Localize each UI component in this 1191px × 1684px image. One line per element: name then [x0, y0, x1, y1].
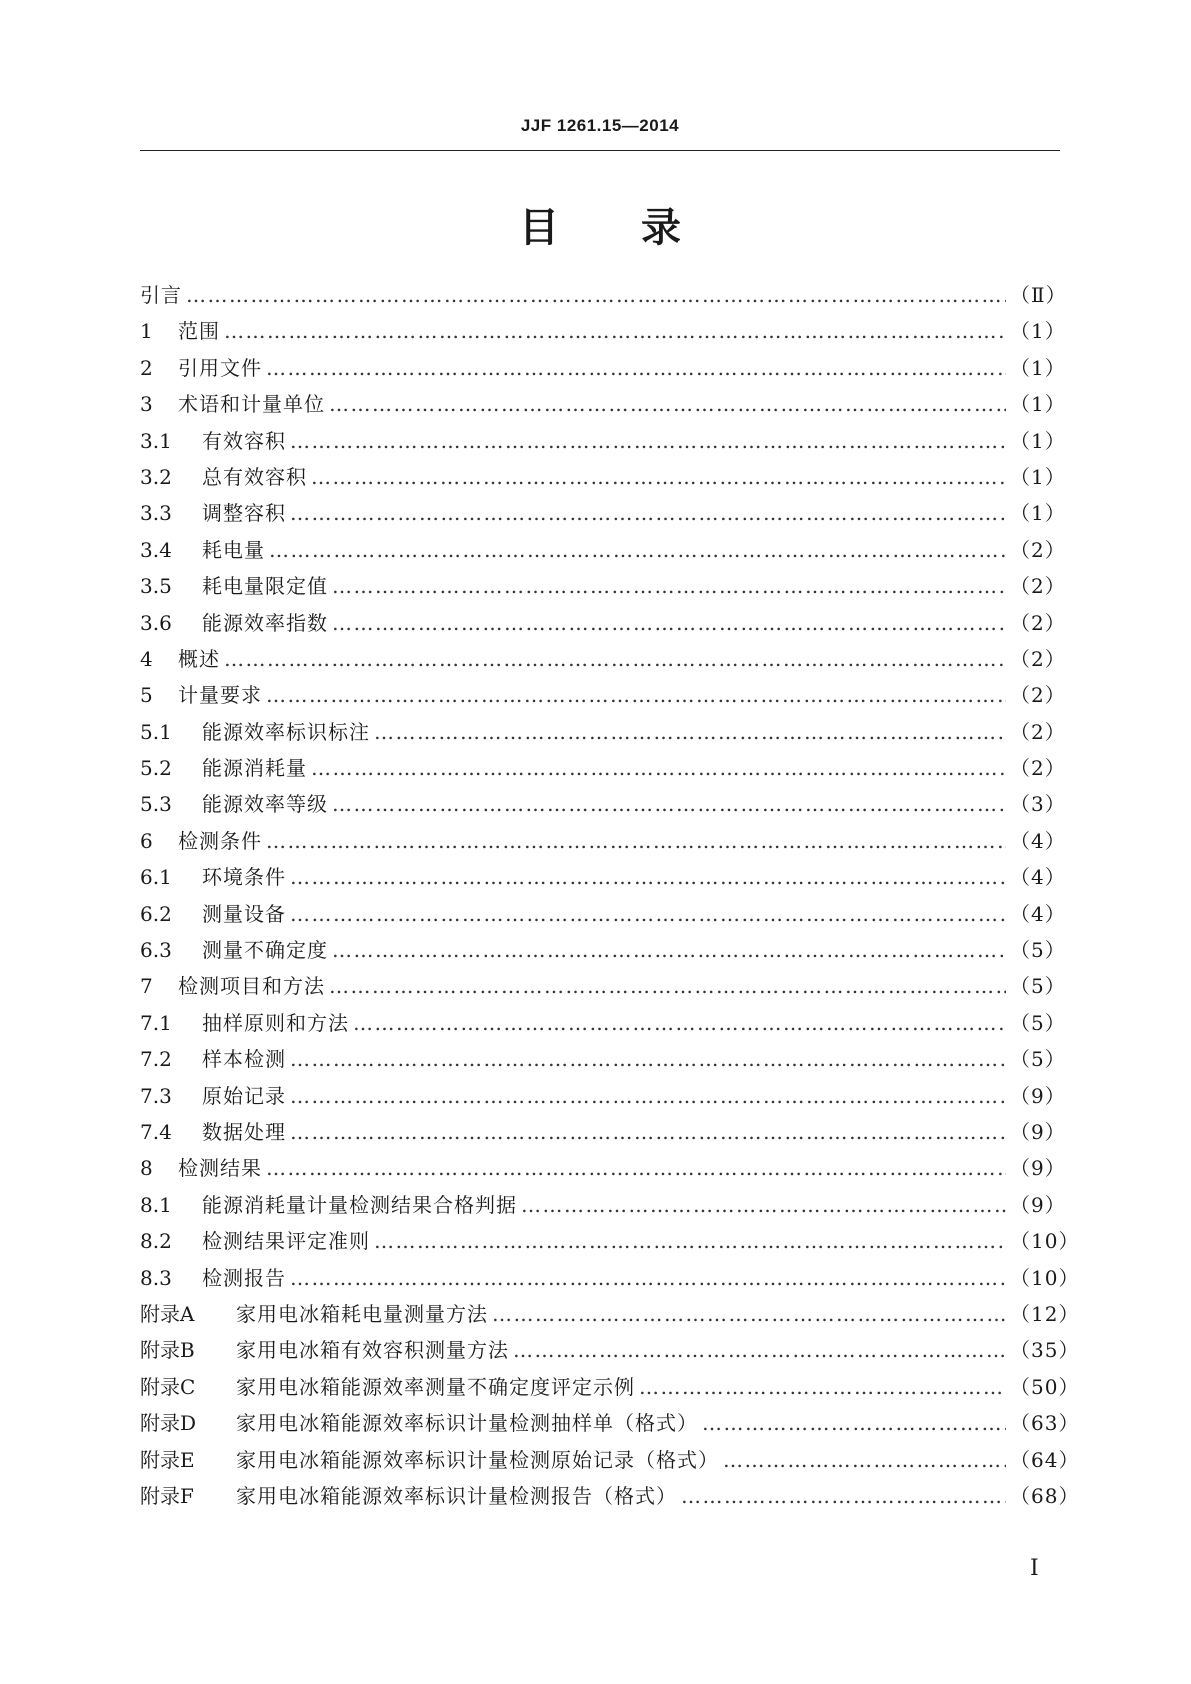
dot-leader — [329, 968, 1006, 1004]
dot-leader — [290, 423, 1006, 459]
toc-entry[interactable] — [140, 896, 1066, 932]
dot-leader — [353, 1005, 1006, 1041]
dot-leader — [290, 1260, 1006, 1296]
dot-leader — [290, 896, 1006, 932]
toc-entry-page: （2） — [1010, 537, 1066, 562]
toc-entry-page: （2） — [1010, 610, 1066, 635]
dot-leader — [224, 641, 1006, 677]
toc-entry-number: 6 — [140, 828, 153, 853]
toc-entry-page: （2） — [1010, 646, 1066, 671]
toc-entry[interactable] — [140, 313, 1066, 349]
toc-entry[interactable] — [140, 1005, 1066, 1041]
toc-entry-title: 检测结果 — [178, 1156, 262, 1181]
toc-entry-title: 引言 — [140, 283, 182, 307]
toc-entry[interactable] — [140, 1405, 1080, 1441]
toc-entry-number: 3.1 — [140, 428, 172, 453]
toc-entry[interactable] — [140, 932, 1066, 968]
toc-entry-page: （2） — [1010, 683, 1066, 708]
toc-entry-page: （4） — [1010, 865, 1066, 890]
toc-entry-page: （5） — [1010, 938, 1066, 963]
toc-entry[interactable] — [140, 1478, 1080, 1514]
dot-leader — [332, 605, 1006, 641]
toc-entry-title: 测量不确定度 — [202, 938, 328, 963]
toc-entry[interactable] — [140, 386, 1066, 422]
toc-entry[interactable] — [140, 1260, 1080, 1296]
toc-entry-page: （2） — [1010, 756, 1066, 781]
toc-entry-page: （5） — [1010, 974, 1066, 999]
toc-entry-number: 6.1 — [140, 865, 172, 890]
dot-leader — [702, 1405, 1006, 1441]
dot-leader — [290, 1041, 1006, 1077]
toc-entry-number: 6.3 — [140, 938, 172, 963]
toc-entry-title: 术语和计量单位 — [178, 392, 325, 417]
toc-entry-number: 3 — [140, 392, 153, 417]
toc-entry[interactable] — [140, 750, 1066, 786]
dot-leader — [311, 750, 1006, 786]
toc-entry-page: （9） — [1010, 1156, 1066, 1181]
toc-entry-number: 8.3 — [140, 1265, 172, 1290]
toc-entry-title: 家用电冰箱有效容积测量方法 — [236, 1338, 509, 1363]
toc-entry[interactable] — [140, 641, 1066, 677]
dot-leader — [266, 823, 1006, 859]
dot-leader — [290, 859, 1006, 895]
toc-entry-title: 检测报告 — [202, 1265, 286, 1290]
toc-entry-title: 计量要求 — [178, 683, 262, 708]
toc-entry[interactable] — [140, 968, 1066, 1004]
toc-entry-page: （12） — [1010, 1301, 1080, 1326]
toc-entry-number: 3.3 — [140, 501, 172, 526]
page-number: Ⅰ — [1030, 1556, 1039, 1581]
dot-leader — [513, 1332, 1006, 1368]
toc-entry-title: 家用电冰箱耗电量测量方法 — [236, 1301, 488, 1326]
toc-entry[interactable] — [140, 714, 1066, 750]
toc-entry-number: 附录D — [140, 1411, 197, 1436]
toc-entry[interactable] — [140, 459, 1066, 495]
toc-entry[interactable] — [140, 1114, 1066, 1150]
toc-entry-title: 样本检测 — [202, 1047, 286, 1072]
toc-entry-page: （1） — [1010, 428, 1066, 453]
toc-entry[interactable] — [140, 1078, 1066, 1114]
toc-entry-title: 检测结果评定准则 — [202, 1229, 370, 1254]
toc-entry-page: （4） — [1010, 828, 1066, 853]
dot-leader — [290, 1078, 1006, 1114]
toc-entry-title: 有效容积 — [202, 428, 286, 453]
dot-leader — [723, 1442, 1006, 1478]
dot-leader — [374, 1223, 1006, 1259]
toc-entry-title: 环境条件 — [202, 865, 286, 890]
toc-entry[interactable] — [140, 1369, 1080, 1405]
toc-entry-title: 概述 — [178, 646, 220, 671]
toc-entry-title: 范围 — [178, 319, 220, 344]
toc-entry[interactable] — [140, 532, 1066, 568]
toc-entry[interactable] — [140, 277, 1067, 313]
dot-leader — [186, 277, 1006, 313]
toc-entry-number: 附录B — [140, 1338, 195, 1363]
toc-entry-page: （64） — [1010, 1447, 1080, 1472]
toc-entry-title: 数据处理 — [202, 1119, 286, 1144]
toc-entry-number: 4 — [140, 646, 153, 671]
toc-entry-page: （9） — [1010, 1192, 1066, 1217]
toc-entry-number: 3.6 — [140, 610, 172, 635]
toc-entry-number: 7.4 — [140, 1119, 172, 1144]
toc-entry-number: 7 — [140, 974, 153, 999]
toc-entry-number: 3.4 — [140, 537, 172, 562]
toc-entry-number: 5.3 — [140, 792, 172, 817]
toc-entry-page: （2） — [1010, 719, 1066, 744]
toc-entry-page: （50） — [1010, 1374, 1080, 1399]
toc-entry[interactable] — [140, 1223, 1080, 1259]
toc-entry-page: （9） — [1010, 1083, 1066, 1108]
toc-entry-page: （1） — [1010, 464, 1066, 489]
toc-entry-page: （63） — [1010, 1411, 1080, 1436]
dot-leader — [311, 459, 1006, 495]
toc-entry[interactable] — [140, 568, 1066, 604]
dot-leader — [290, 1114, 1006, 1150]
toc-entry-title: 家用电冰箱能源效率标识计量检测报告（格式） — [236, 1483, 677, 1508]
toc-entry-number: 7.2 — [140, 1047, 172, 1072]
toc-entry-number: 附录A — [140, 1301, 195, 1326]
toc-entry-number: 7.3 — [140, 1083, 172, 1108]
toc-entry-number: 3.2 — [140, 464, 172, 489]
dot-leader — [332, 932, 1006, 968]
toc-entry[interactable] — [140, 495, 1066, 531]
toc-entry-page: （10） — [1010, 1229, 1080, 1254]
toc-entry-page: （1） — [1010, 319, 1066, 344]
table-of-contents — [140, 277, 1080, 1514]
toc-entry[interactable] — [140, 1041, 1066, 1077]
toc-entry[interactable] — [140, 423, 1066, 459]
toc-entry-title: 家用电冰箱能源效率标识计量检测原始记录（格式） — [236, 1447, 719, 1472]
toc-entry-title: 测量设备 — [202, 901, 286, 926]
toc-entry[interactable] — [140, 350, 1066, 386]
dot-leader — [269, 532, 1006, 568]
dot-leader — [266, 1150, 1006, 1186]
toc-entry-page: （2） — [1010, 574, 1066, 599]
toc-entry-page: （4） — [1010, 901, 1066, 926]
toc-entry-title: 抽样原则和方法 — [202, 1010, 349, 1035]
toc-entry-page: （3） — [1010, 792, 1066, 817]
toc-entry-number: 8.2 — [140, 1229, 172, 1254]
dot-leader — [332, 568, 1006, 604]
toc-entry-number: 8.1 — [140, 1192, 172, 1217]
toc-entry-page: （68） — [1010, 1483, 1080, 1508]
title-part-1: 目 — [519, 205, 559, 251]
toc-entry[interactable] — [140, 859, 1066, 895]
page-title — [140, 196, 1060, 253]
toc-entry[interactable] — [140, 1296, 1080, 1332]
toc-entry-title: 耗电量限定值 — [202, 574, 328, 599]
dot-leader — [332, 786, 1006, 822]
toc-entry-title: 家用电冰箱能源效率测量不确定度评定示例 — [236, 1374, 635, 1399]
title-part-2: 录 — [641, 205, 681, 251]
toc-entry-title: 检测项目和方法 — [178, 974, 325, 999]
dot-leader — [290, 495, 1006, 531]
dot-leader — [492, 1296, 1006, 1332]
header-rule — [140, 150, 1060, 151]
toc-entry[interactable] — [140, 605, 1066, 641]
dot-leader — [329, 386, 1006, 422]
toc-entry-title: 能源效率等级 — [202, 792, 328, 817]
toc-entry-title: 家用电冰箱能源效率标识计量检测抽样单（格式） — [236, 1411, 698, 1436]
toc-entry[interactable] — [140, 677, 1066, 713]
toc-entry[interactable] — [140, 823, 1066, 859]
toc-entry[interactable] — [140, 1150, 1066, 1186]
toc-entry-title: 耗电量 — [202, 537, 265, 562]
dot-leader — [374, 714, 1006, 750]
toc-entry-title: 检测条件 — [178, 828, 262, 853]
dot-leader — [266, 350, 1006, 386]
toc-entry[interactable] — [140, 1332, 1080, 1368]
toc-entry-number: 7.1 — [140, 1010, 172, 1035]
toc-entry[interactable] — [140, 786, 1066, 822]
dot-leader — [681, 1478, 1006, 1514]
dot-leader — [224, 313, 1006, 349]
toc-entry-page: （Ⅱ） — [1010, 283, 1067, 307]
toc-entry-number: 2 — [140, 355, 153, 380]
toc-entry-number: 8 — [140, 1156, 153, 1181]
toc-entry-title: 调整容积 — [202, 501, 286, 526]
toc-entry-title: 能源消耗量计量检测结果合格判据 — [202, 1192, 517, 1217]
toc-entry-page: （1） — [1010, 392, 1066, 417]
toc-entry-number: 5 — [140, 683, 153, 708]
toc-entry-title: 能源效率指数 — [202, 610, 328, 635]
toc-entry-page: （35） — [1010, 1338, 1080, 1363]
toc-entry-page: （1） — [1010, 355, 1066, 380]
toc-entry-number: 附录F — [140, 1483, 194, 1508]
toc-entry-page: （5） — [1010, 1047, 1066, 1072]
toc-entry-title: 原始记录 — [202, 1083, 286, 1108]
toc-entry-page: （10） — [1010, 1265, 1080, 1290]
dot-leader — [266, 677, 1006, 713]
toc-entry[interactable] — [140, 1187, 1066, 1223]
toc-entry-number: 6.2 — [140, 901, 172, 926]
toc-entry-title: 能源效率标识标注 — [202, 719, 370, 744]
document-code-header: JJF 1261.15—2014 — [520, 116, 680, 135]
dot-leader — [639, 1369, 1006, 1405]
toc-entry-page: （9） — [1010, 1119, 1066, 1144]
toc-entry-number: 5.2 — [140, 756, 172, 781]
toc-entry-number: 1 — [140, 319, 153, 344]
toc-entry-number: 附录C — [140, 1374, 196, 1399]
dot-leader — [521, 1187, 1006, 1223]
toc-entry-title: 总有效容积 — [202, 464, 307, 489]
toc-entry-number: 5.1 — [140, 719, 172, 744]
toc-entry-page: （1） — [1010, 501, 1066, 526]
toc-entry-title: 能源消耗量 — [202, 756, 307, 781]
toc-entry-number: 3.5 — [140, 574, 172, 599]
toc-entry-page: （5） — [1010, 1010, 1066, 1035]
toc-entry-number: 附录E — [140, 1447, 195, 1472]
toc-entry[interactable] — [140, 1442, 1080, 1478]
toc-entry-title: 引用文件 — [178, 355, 262, 380]
